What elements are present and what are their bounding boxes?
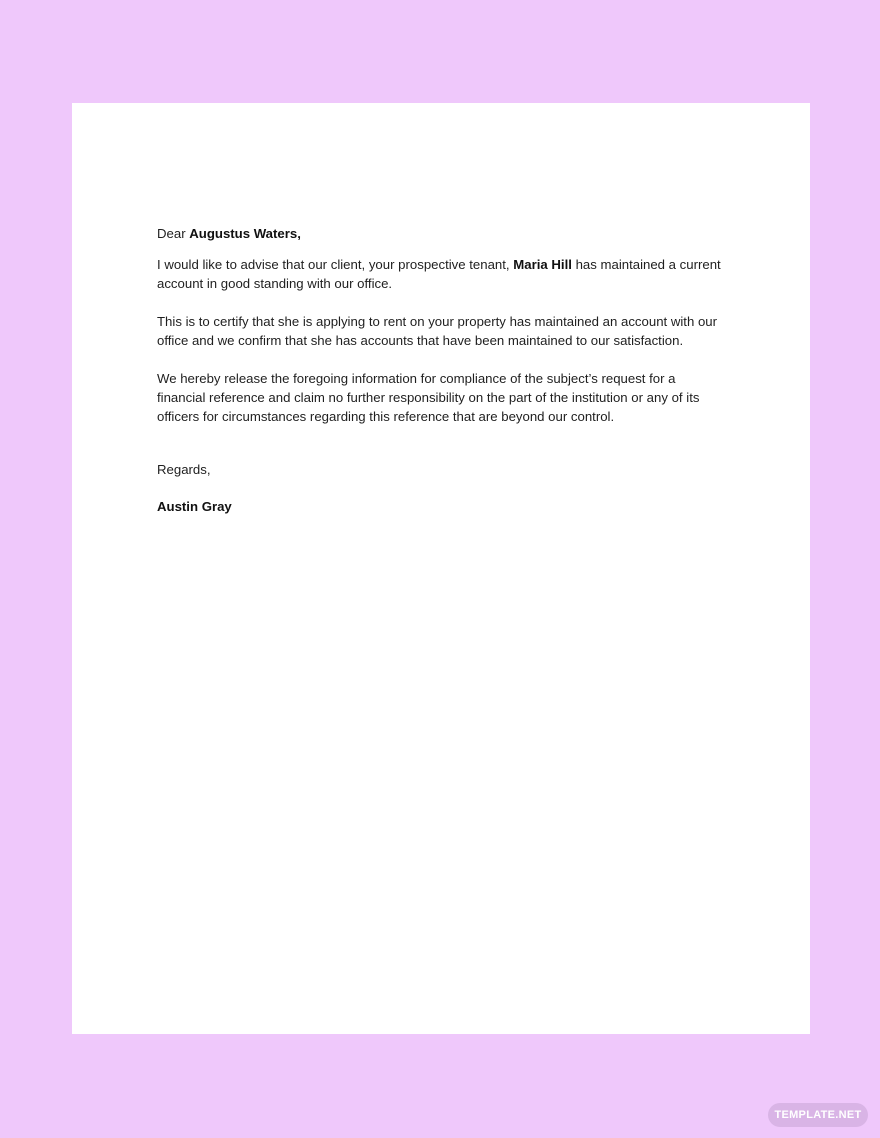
paragraph-advise-tail: has maintained a current account in good standing with our office. [157,257,721,291]
letter-page [72,103,810,1034]
watermark-badge: TEMPLATE.NET [768,1103,868,1127]
paragraph-advise-lead: I would like to advise that our client, your prospective tenant, [157,257,514,272]
paragraph-advise [157,255,727,293]
tenant-name: Maria Hill [513,257,572,272]
salutation [157,224,727,243]
recipient-name: Augustus Waters, [189,226,301,241]
signature-name: Austin Gray [157,499,232,514]
paragraph-certify: This is to certify that she is applying to rent on your property has maintained an account with our office and we confirm that she has accounts that have been maintained to our satisfaction. [157,314,718,348]
letter-body [157,224,727,516]
closing: Regards, [157,462,211,477]
salutation-prefix: Dear [157,226,190,241]
signature [157,497,727,516]
paragraph-release: We hereby release the foregoing information for compliance of the subject’s request for a financial reference and claim no further responsibility on the part of the institution or any of its officers for circumstances regarding this reference that are beyond our control. [157,371,700,424]
